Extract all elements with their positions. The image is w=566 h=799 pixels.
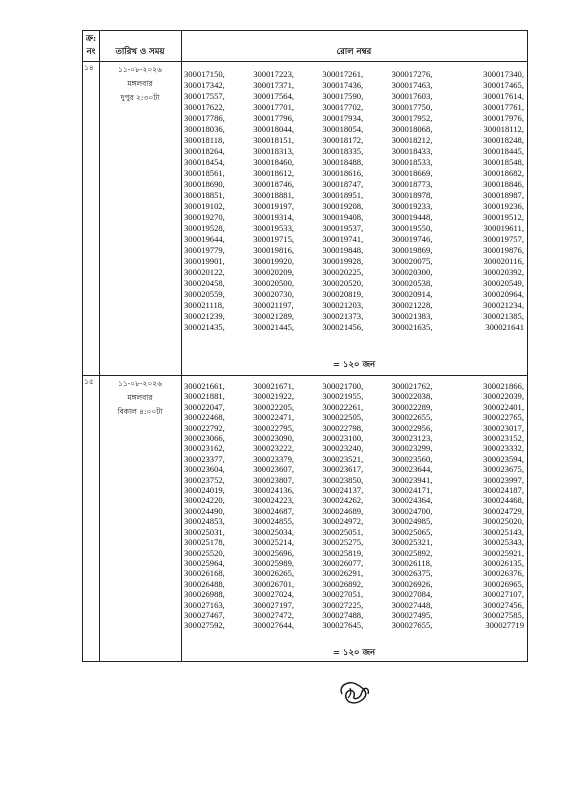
roll-number: 300018851, — [184, 190, 225, 200]
roll-number: 300025989, — [253, 557, 295, 568]
date-time-header: তারিখ ও সময় — [115, 47, 165, 57]
candidate-total: = ১২০ জন — [332, 648, 376, 658]
roll-number: 300019741, — [322, 234, 364, 244]
roll-number: 300023162, — [184, 443, 225, 454]
roll-number: 300024689, — [322, 505, 364, 516]
roll-number: 300020122, — [184, 267, 225, 277]
roll-number: 300019757, — [483, 234, 524, 244]
roll-number: 300017622, — [184, 102, 225, 112]
roll-number: 300026375, — [391, 568, 433, 579]
roll-number: 300022289, — [391, 401, 433, 412]
roll-number: 300024985, — [391, 516, 433, 527]
roll-number: 300022655, — [391, 412, 433, 423]
roll-number: 300018951, — [322, 190, 364, 200]
roll-number: 300018682, — [483, 168, 524, 178]
roll-number: 300021635, — [391, 322, 433, 332]
roll-number: 300021955, — [322, 391, 364, 402]
roll-number: 300025020, — [483, 516, 524, 527]
serial-number: ১৪ — [84, 63, 94, 72]
roll-number: 300018773, — [391, 179, 433, 189]
roll-number: 300025696, — [253, 547, 295, 558]
roll-number: 300019644, — [184, 234, 225, 244]
roll-number: 300023066, — [184, 433, 225, 444]
roll-number: 300017465, — [483, 80, 524, 90]
roll-number: 300022468, — [184, 412, 225, 423]
roll-number: 300018746, — [253, 179, 295, 189]
roll-number: 300027051, — [322, 589, 364, 600]
roll-number: 300025034, — [253, 526, 295, 537]
roll-number: 300025964, — [184, 557, 225, 568]
roll-number: 300021118, — [184, 300, 225, 310]
roll-number: 300023123, — [391, 433, 433, 444]
roll-number: 300019611, — [483, 223, 524, 233]
roll-number: 300024223, — [253, 495, 295, 506]
roll-number: 300025065, — [391, 526, 433, 537]
roll-number: 300022795, — [253, 422, 295, 433]
exam-section — [83, 375, 527, 663]
roll-number: 300017261, — [322, 69, 364, 79]
roll-number: 300021203, — [322, 300, 364, 310]
roll-number: 300018433, — [391, 146, 433, 156]
roll-number: 300023644, — [391, 464, 433, 475]
roll-number: 300019408, — [322, 212, 364, 222]
roll-number: 300017603, — [391, 91, 433, 101]
roll-number: 300018488, — [322, 157, 364, 167]
roll-number: 300018460, — [253, 157, 295, 167]
roll-number: 300022471, — [253, 412, 295, 423]
roll-number: 300023090, — [253, 433, 295, 444]
serial-header: ক্র: নং — [85, 34, 97, 57]
roll-number: 300017150, — [184, 69, 225, 79]
roll-number: 300018690, — [184, 179, 225, 189]
roll-number: 300019715, — [253, 234, 295, 244]
exam-date: ১১-০৮-২০২৬ — [117, 379, 163, 388]
roll-number: 300017223, — [253, 69, 295, 79]
roll-number: 300026376, — [483, 568, 524, 579]
roll-number: 300020538, — [391, 278, 433, 288]
roll-number: 300022792, — [184, 422, 225, 433]
roll-number: 300019233, — [391, 201, 433, 211]
roll-number: 300024972, — [322, 516, 364, 527]
roll-number-header: রোল নম্বর — [336, 47, 372, 57]
roll-number: 300017701, — [253, 102, 295, 112]
roll-number: 300018548, — [483, 157, 524, 167]
roll-number: 300021671, — [253, 381, 295, 391]
roll-number: 300022765, — [483, 412, 524, 423]
roll-number: 300017564, — [253, 91, 295, 101]
roll-number: 300018612, — [253, 168, 295, 178]
roll-number: 300021197, — [253, 300, 294, 310]
roll-number: 300019197, — [253, 201, 295, 211]
roll-number: 300021228, — [391, 300, 433, 310]
roll-number: 300025520, — [184, 547, 225, 558]
roll-number: 300023100, — [322, 433, 364, 444]
roll-number: 300020730, — [253, 289, 295, 299]
roll-number-grid — [181, 381, 527, 631]
roll-number: 300018669, — [391, 168, 433, 178]
roll-number: 300020300, — [391, 267, 433, 277]
roll-number: 300024729, — [483, 505, 524, 516]
roll-number: 300018978, — [391, 190, 433, 200]
roll-number: 300022205, — [253, 401, 295, 412]
roll-number: 300021922, — [253, 391, 295, 402]
roll-number: 300020225, — [322, 267, 364, 277]
roll-number: 300017342, — [184, 80, 225, 90]
roll-number: 300027592, — [184, 620, 225, 631]
roll-number: 300021234, — [483, 300, 524, 310]
roll-number: 300017934, — [322, 113, 364, 123]
roll-number: 300023521, — [322, 453, 364, 464]
roll-number: 300023299, — [391, 443, 433, 454]
roll-number: 300023332, — [483, 443, 524, 454]
roll-number: 300019533, — [253, 223, 295, 233]
roll-number: 300017761, — [483, 102, 524, 112]
roll-number: 300017590, — [322, 91, 364, 101]
roll-number: 300020500, — [253, 278, 295, 288]
roll-number: 300025321, — [391, 537, 433, 548]
roll-number: 300020819, — [322, 289, 364, 299]
roll-number: 300019876, — [483, 245, 524, 255]
roll-number: 300019208, — [322, 201, 364, 211]
roll-number: 300027488, — [322, 609, 364, 620]
roll-number: 300021661, — [184, 381, 225, 391]
roll-number: 300025921, — [483, 547, 524, 558]
roll-number: 300020559, — [184, 289, 225, 299]
roll-number: 300017276, — [391, 69, 433, 79]
roll-number: 300026135, — [483, 557, 524, 568]
roll-number: 300022505, — [322, 412, 364, 423]
roll-number: 300025819, — [322, 547, 364, 558]
roll-number: 300027456, — [483, 599, 524, 610]
candidate-total: = ১২০ জন — [332, 360, 376, 370]
roll-number: 300025031, — [184, 526, 225, 537]
exam-date: ১১-০৮-২০২৬ — [117, 65, 163, 74]
roll-number: 300017463, — [391, 80, 433, 90]
roll-number: 300023240, — [322, 443, 364, 454]
exam-time: বিকাল ৪:০০টা — [117, 407, 163, 416]
roll-number: 300022956, — [391, 422, 433, 433]
roll-number: 300018112, — [483, 124, 524, 134]
roll-number: 300020209, — [253, 267, 295, 277]
roll-number: 300027163, — [184, 599, 225, 610]
roll-number: 300018044, — [253, 124, 295, 134]
roll-number: 300026265, — [253, 568, 295, 579]
roll-number: 300025143, — [483, 526, 524, 537]
roll-number: 300020964, — [483, 289, 524, 299]
roll-number: 300018172, — [322, 135, 364, 145]
roll-number: 300027448, — [391, 599, 433, 610]
roll-number: 300020116, — [483, 256, 524, 266]
roll-number: 300023997, — [483, 474, 524, 485]
roll-number: 300026926, — [391, 578, 433, 589]
roll-number: 300017371, — [253, 80, 295, 90]
roll-number: 300019848, — [322, 245, 364, 255]
roll-number: 300027645, — [322, 620, 364, 631]
roll-number: 300017614, — [483, 91, 524, 101]
roll-number: 300022038, — [391, 391, 433, 402]
roll-number: 300022798, — [322, 422, 364, 433]
roll-number: 300017976, — [483, 113, 524, 123]
roll-number: 300018561, — [184, 168, 225, 178]
exam-section — [83, 61, 527, 375]
roll-number: 300021866, — [483, 381, 524, 391]
roll-table — [82, 30, 528, 662]
roll-number: 300024136, — [253, 485, 295, 496]
roll-number: 300023604, — [184, 464, 225, 475]
roll-number: 300024187, — [483, 485, 524, 496]
roll-number: 300018313, — [253, 146, 295, 156]
roll-number: 300027719 — [485, 620, 524, 631]
roll-number: 300027472, — [253, 609, 295, 620]
roll-number: 300024262, — [322, 495, 364, 506]
roll-number: 300027084, — [391, 589, 433, 600]
serial-number: ১৫ — [84, 377, 94, 386]
roll-number: 300026488, — [184, 578, 225, 589]
roll-number: 300023377, — [184, 453, 225, 464]
roll-number: 300019448, — [391, 212, 433, 222]
roll-number: 300026118, — [391, 557, 433, 568]
roll-number: 300026892, — [322, 578, 364, 589]
roll-number: 300027585, — [483, 609, 524, 620]
roll-number: 300026988, — [184, 589, 225, 600]
roll-number: 300020520, — [322, 278, 364, 288]
roll-number-grid — [181, 69, 527, 333]
roll-number: 300021289, — [253, 311, 295, 321]
roll-number: 300020549, — [483, 278, 524, 288]
roll-number: 300023379, — [253, 453, 295, 464]
roll-number: 300019512, — [483, 212, 524, 222]
roll-number: 300019746, — [391, 234, 433, 244]
roll-number: 300018533, — [391, 157, 433, 167]
roll-number: 300019537, — [322, 223, 364, 233]
exam-day: মঙ্গলবার — [127, 79, 153, 88]
roll-number: 300018454, — [184, 157, 225, 167]
roll-number: 300027467, — [184, 609, 225, 620]
roll-number: 300023807, — [253, 474, 295, 485]
roll-number: 300021373, — [322, 311, 364, 321]
roll-number: 300019779, — [184, 245, 225, 255]
roll-number: 300027225, — [322, 599, 364, 610]
roll-number: 300017702, — [322, 102, 364, 112]
roll-number: 300021881, — [184, 391, 225, 402]
roll-number: 300021239, — [184, 311, 225, 321]
roll-number: 300024855, — [253, 516, 295, 527]
roll-number: 300021445, — [253, 322, 295, 332]
roll-number: 300027655, — [391, 620, 433, 631]
roll-number: 300022401, — [483, 401, 524, 412]
roll-number: 300019869, — [391, 245, 433, 255]
roll-number: 300021762, — [391, 381, 433, 391]
exam-day: মঙ্গলবার — [127, 393, 153, 402]
roll-number: 300018846, — [483, 179, 524, 189]
roll-number: 300023752, — [184, 474, 225, 485]
roll-number: 300026965, — [483, 578, 524, 589]
roll-number: 300023617, — [322, 464, 364, 475]
roll-number: 300019550, — [391, 223, 433, 233]
roll-number: 300025892, — [391, 547, 433, 558]
roll-number: 300025051, — [322, 526, 364, 537]
roll-number: 300026701, — [253, 578, 295, 589]
roll-number: 300024687, — [253, 505, 295, 516]
roll-number: 300021700, — [322, 381, 364, 391]
signature-mark — [336, 678, 376, 706]
roll-number: 300025214, — [253, 537, 295, 548]
roll-number: 300026077, — [322, 557, 364, 568]
roll-number: 300017557, — [184, 91, 225, 101]
roll-number: 300018054, — [322, 124, 364, 134]
roll-number: 300020392, — [483, 267, 524, 277]
roll-number: 300018445, — [483, 146, 524, 156]
roll-number: 300017436, — [322, 80, 364, 90]
roll-number: 300025178, — [184, 537, 225, 548]
roll-number: 300018118, — [184, 135, 225, 145]
roll-number: 300017796, — [253, 113, 295, 123]
roll-number: 300018264, — [184, 146, 225, 156]
roll-number: 300024490, — [184, 505, 225, 516]
roll-number: 300021641 — [485, 322, 524, 332]
roll-number: 300024700, — [391, 505, 433, 516]
roll-number: 300026168, — [184, 568, 225, 579]
roll-number: 300021385, — [483, 311, 524, 321]
roll-number: 300022047, — [184, 401, 225, 412]
roll-number: 300018068, — [391, 124, 433, 134]
roll-number: 300018881, — [253, 190, 295, 200]
roll-number: 300017786, — [184, 113, 225, 123]
roll-number: 300020914, — [391, 289, 433, 299]
roll-number: 300023941, — [391, 474, 433, 485]
roll-number: 300024364, — [391, 495, 433, 506]
roll-number: 300019816, — [253, 245, 295, 255]
roll-number: 300019102, — [184, 201, 225, 211]
roll-number: 300018212, — [391, 135, 433, 145]
roll-number: 300020458, — [184, 278, 225, 288]
roll-number: 300021435, — [184, 322, 225, 332]
roll-number: 300018747, — [322, 179, 364, 189]
roll-number: 300024137, — [322, 485, 364, 496]
roll-number: 300019920, — [253, 256, 295, 266]
roll-number: 300027644, — [253, 620, 295, 631]
roll-number: 300021383, — [391, 311, 433, 321]
roll-number: 300017340, — [483, 69, 524, 79]
roll-number: 300017952, — [391, 113, 433, 123]
roll-number: 300018248, — [483, 135, 524, 145]
roll-number: 300018987, — [483, 190, 524, 200]
roll-number: 300026291, — [322, 568, 364, 579]
roll-number: 300022039, — [483, 391, 524, 402]
roll-number: 300019901, — [184, 256, 225, 266]
roll-number: 300019928, — [322, 256, 364, 266]
roll-number: 300022261, — [322, 401, 364, 412]
roll-number: 300024220, — [184, 495, 225, 506]
roll-number: 300020075, — [391, 256, 433, 266]
roll-number: 300019270, — [184, 212, 225, 222]
roll-number: 300025275, — [322, 537, 364, 548]
roll-number: 300023675, — [483, 464, 524, 475]
roll-number: 300023152, — [483, 433, 524, 444]
roll-number: 300023222, — [253, 443, 295, 454]
roll-number: 300027197, — [253, 599, 295, 610]
roll-number: 300018036, — [184, 124, 225, 134]
roll-number: 300017750, — [391, 102, 433, 112]
roll-number: 300018151, — [253, 135, 295, 145]
roll-number: 300023607, — [253, 464, 295, 475]
roll-number: 300027024, — [253, 589, 295, 600]
roll-number: 300019314, — [253, 212, 295, 222]
exam-time: দুপুর ২:৩০টা — [120, 93, 160, 102]
roll-number: 300019236, — [483, 201, 524, 211]
roll-number: 300027107, — [483, 589, 524, 600]
roll-number: 300023017, — [483, 422, 524, 433]
exam-schedule — [99, 377, 181, 419]
roll-number: 300019528, — [184, 223, 225, 233]
roll-number: 300023850, — [322, 474, 364, 485]
roll-number: 300018616, — [322, 168, 364, 178]
roll-number: 300024171, — [391, 485, 433, 496]
roll-number: 300023594, — [483, 453, 524, 464]
roll-number: 300021456, — [322, 322, 364, 332]
roll-number: 300023560, — [391, 453, 433, 464]
roll-number: 300025343, — [483, 537, 524, 548]
roll-number: 300024468, — [483, 495, 524, 506]
exam-schedule — [99, 63, 181, 105]
roll-number: 300024853, — [184, 516, 225, 527]
roll-number: 300027495, — [391, 609, 433, 620]
roll-number: 300018335, — [322, 146, 364, 156]
roll-number: 300024019, — [184, 485, 225, 496]
